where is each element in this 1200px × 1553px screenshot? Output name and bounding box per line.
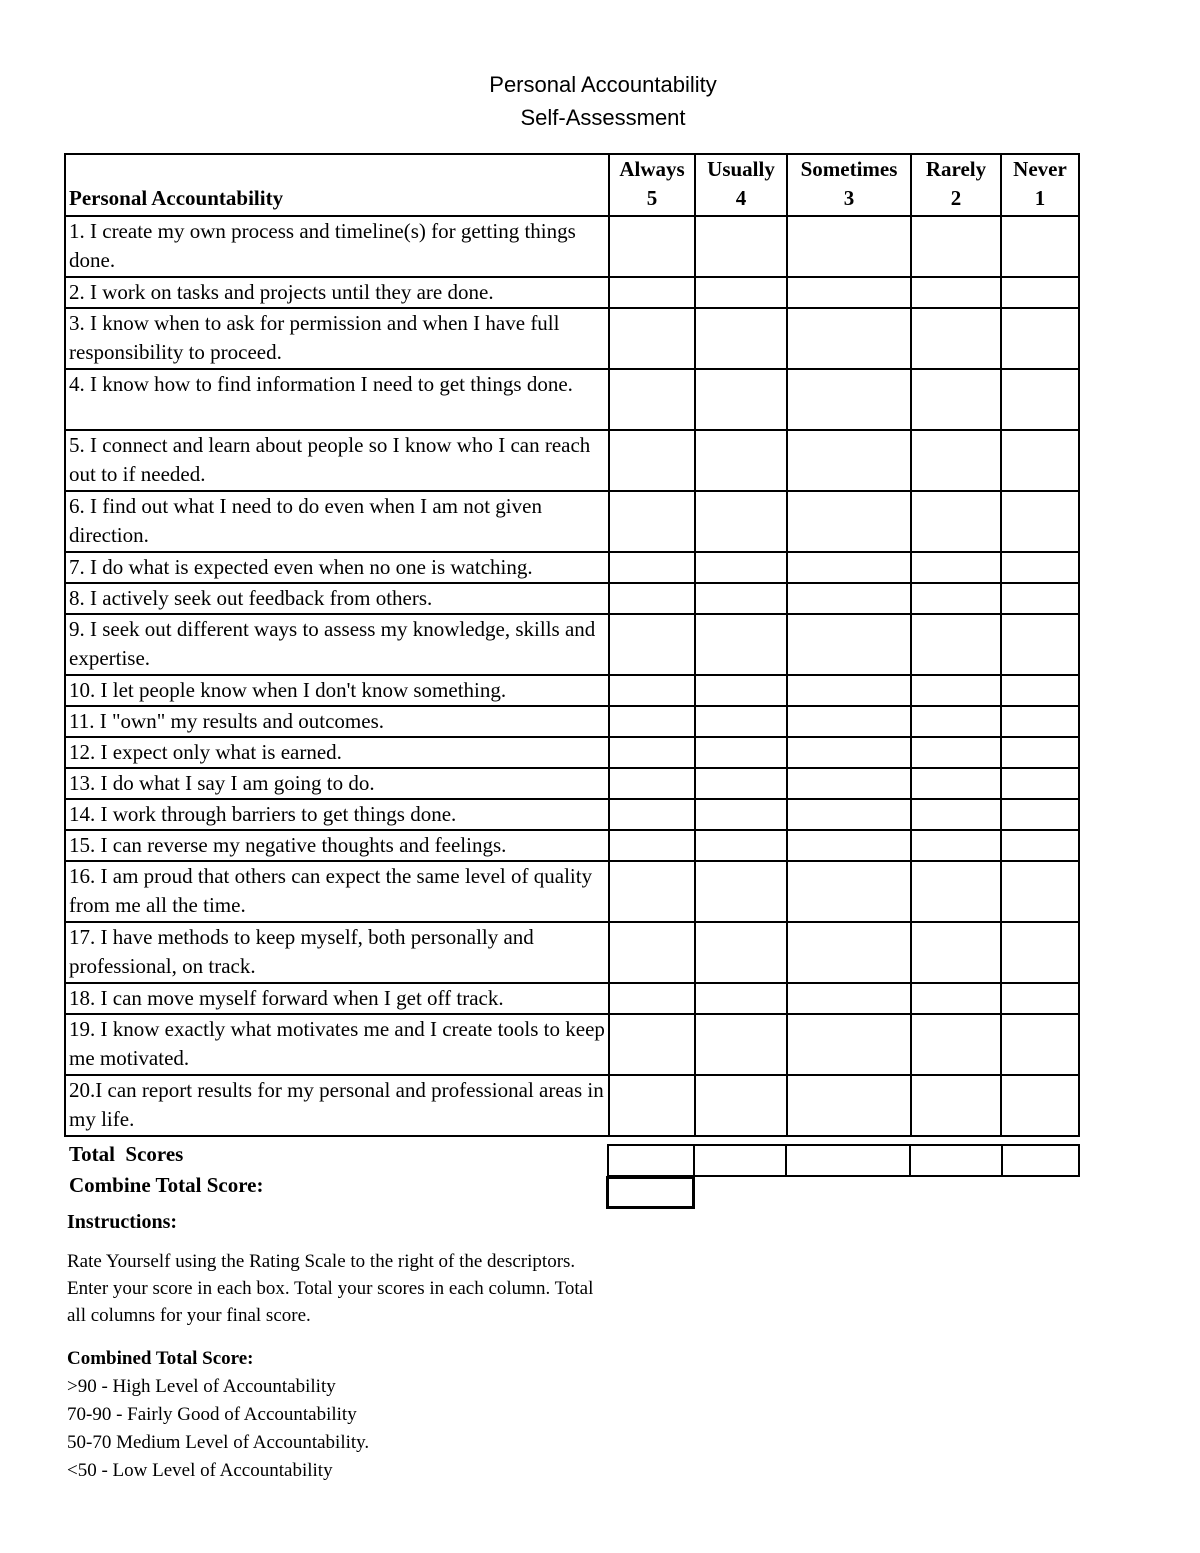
rating-cell-rarely[interactable]	[911, 737, 1001, 768]
table-row	[65, 491, 1079, 552]
rating-cell-always[interactable]	[609, 491, 695, 552]
rating-cell-never[interactable]	[1001, 1014, 1079, 1075]
rating-cell-usually[interactable]	[695, 1014, 787, 1075]
statement-cell: 10. I let people know when I don't know something.	[65, 675, 609, 706]
rating-cell-always[interactable]	[609, 768, 695, 799]
rating-cell-never[interactable]	[1001, 799, 1079, 830]
rating-cell-always[interactable]	[609, 614, 695, 675]
statement-cell: 14. I work through barriers to get things done.	[65, 799, 609, 830]
rating-cell-never[interactable]	[1001, 861, 1079, 922]
table-row	[65, 861, 1079, 922]
total-always-cell[interactable]	[607, 1144, 695, 1177]
rating-cell-rarely[interactable]	[911, 552, 1001, 583]
rating-cell-usually[interactable]	[695, 737, 787, 768]
rating-cell-rarely[interactable]	[911, 1014, 1001, 1075]
table-row	[65, 430, 1079, 491]
rating-cell-rarely[interactable]	[911, 491, 1001, 552]
rating-cell-always[interactable]	[609, 216, 695, 277]
score-scale-item: >90 - High Level of Accountability	[67, 1376, 336, 1397]
score-scale-item: <50 - Low Level of Accountability	[67, 1460, 333, 1481]
rating-cell-usually[interactable]	[695, 706, 787, 737]
rating-cell-sometimes[interactable]	[787, 799, 911, 830]
rating-cell-always[interactable]	[609, 552, 695, 583]
rating-cell-always[interactable]	[609, 983, 695, 1014]
statement-cell: 7. I do what is expected even when no one is watching.	[65, 552, 609, 583]
table-row	[65, 983, 1079, 1014]
rating-cell-rarely[interactable]	[911, 583, 1001, 614]
rating-cell-rarely[interactable]	[911, 1075, 1001, 1136]
total-never-cell[interactable]	[1001, 1144, 1080, 1177]
rating-cell-never[interactable]	[1001, 491, 1079, 552]
statement-cell: 19. I know exactly what motivates me and I create tools to keep me motivated.	[65, 1014, 609, 1075]
rating-cell-usually[interactable]	[695, 583, 787, 614]
table-row	[65, 706, 1079, 737]
table-row	[65, 1075, 1079, 1136]
score-scale-item: 70-90 - Fairly Good of Accountability	[67, 1404, 357, 1425]
rating-cell-always[interactable]	[609, 1075, 695, 1136]
rating-cell-rarely[interactable]	[911, 922, 1001, 983]
table-row	[65, 799, 1079, 830]
statement-cell: 2. I work on tasks and projects until they are done.	[65, 277, 609, 308]
total-scores-label: Total Scores	[69, 1142, 184, 1166]
rating-cell-usually[interactable]	[695, 922, 787, 983]
table-row	[65, 216, 1079, 277]
instructions-text: Rate Yourself using the Rating Scale to the right of the descriptors. Enter your score in each box. Total your scores in each column. Total all columns for your final score.	[67, 1251, 594, 1326]
statement-cell: 3. I know when to ask for permission and when I have full responsibility to proceed.	[65, 308, 609, 369]
total-scores-row	[607, 1144, 1080, 1175]
rating-cell-always[interactable]	[609, 799, 695, 830]
rating-cell-sometimes[interactable]	[787, 830, 911, 861]
rating-cell-sometimes[interactable]	[787, 737, 911, 768]
rating-cell-usually[interactable]	[695, 369, 787, 430]
rating-cell-rarely[interactable]	[911, 983, 1001, 1014]
rating-cell-never[interactable]	[1001, 369, 1079, 430]
header-statement: Personal Accountability	[65, 154, 609, 216]
table-row	[65, 830, 1079, 861]
rating-cell-sometimes[interactable]	[787, 1014, 911, 1075]
table-row	[65, 737, 1079, 768]
rating-cell-never[interactable]	[1001, 552, 1079, 583]
combine-total-box[interactable]	[606, 1176, 695, 1209]
rating-cell-never[interactable]	[1001, 583, 1079, 614]
rating-cell-rarely[interactable]	[911, 799, 1001, 830]
rating-cell-sometimes[interactable]	[787, 983, 911, 1014]
instructions-section	[67, 1208, 177, 1236]
rating-cell-never[interactable]	[1001, 983, 1079, 1014]
rating-cell-rarely[interactable]	[911, 216, 1001, 277]
rating-cell-rarely[interactable]	[911, 308, 1001, 369]
rating-cell-rarely[interactable]	[911, 369, 1001, 430]
rating-cell-usually[interactable]	[695, 308, 787, 369]
rating-cell-never[interactable]	[1001, 614, 1079, 675]
rating-cell-always[interactable]	[609, 830, 695, 861]
score-scale	[67, 1345, 369, 1485]
rating-cell-sometimes[interactable]	[787, 675, 911, 706]
table-row	[65, 583, 1079, 614]
rating-cell-never[interactable]	[1001, 277, 1079, 308]
statement-cell: 12. I expect only what is earned.	[65, 737, 609, 768]
rating-cell-usually[interactable]	[695, 277, 787, 308]
total-sometimes-cell[interactable]	[785, 1144, 911, 1177]
rating-cell-usually[interactable]	[695, 614, 787, 675]
rating-cell-always[interactable]	[609, 737, 695, 768]
statement-cell: 16. I am proud that others can expect the same level of quality from me all the time.	[65, 861, 609, 922]
rating-cell-sometimes[interactable]	[787, 308, 911, 369]
rating-cell-never[interactable]	[1001, 216, 1079, 277]
rating-cell-usually[interactable]	[695, 830, 787, 861]
rating-cell-always[interactable]	[609, 922, 695, 983]
table-row	[65, 552, 1079, 583]
table-row	[65, 768, 1079, 799]
header-row	[65, 154, 1079, 216]
statement-cell: 4. I know how to find information I need to get things done.	[65, 369, 609, 430]
rating-cell-always[interactable]	[609, 675, 695, 706]
rating-cell-always[interactable]	[609, 861, 695, 922]
assessment-table	[64, 153, 1080, 1137]
table-row	[65, 1014, 1079, 1075]
rating-cell-sometimes[interactable]	[787, 583, 911, 614]
rating-cell-rarely[interactable]	[911, 277, 1001, 308]
table-row	[65, 675, 1079, 706]
header-rarely: Rarely 2	[911, 154, 1001, 216]
total-usually-cell[interactable]	[693, 1144, 787, 1177]
rating-cell-never[interactable]	[1001, 922, 1079, 983]
rating-cell-rarely[interactable]	[911, 706, 1001, 737]
total-rarely-cell[interactable]	[909, 1144, 1003, 1177]
score-scale-heading: Combined Total Score:	[67, 1348, 254, 1369]
rating-cell-never[interactable]	[1001, 706, 1079, 737]
rating-cell-sometimes[interactable]	[787, 614, 911, 675]
score-scale-item: 50-70 Medium Level of Accountability.	[67, 1432, 370, 1453]
rating-cell-never[interactable]	[1001, 675, 1079, 706]
document-title	[0, 68, 1200, 134]
rating-cell-usually[interactable]	[695, 675, 787, 706]
statement-cell: 11. I "own" my results and outcomes.	[65, 706, 609, 737]
rating-cell-never[interactable]	[1001, 830, 1079, 861]
rating-cell-always[interactable]	[609, 277, 695, 308]
statement-cell: 9. I seek out different ways to assess my knowledge, skills and expertise.	[65, 614, 609, 675]
rating-cell-rarely[interactable]	[911, 430, 1001, 491]
rating-cell-sometimes[interactable]	[787, 768, 911, 799]
header-never: Never 1	[1001, 154, 1079, 216]
rating-cell-usually[interactable]	[695, 216, 787, 277]
instructions-heading: Instructions:	[67, 1211, 178, 1233]
rating-cell-always[interactable]	[609, 583, 695, 614]
header-always: Always 5	[609, 154, 695, 216]
rating-cell-sometimes[interactable]	[787, 922, 911, 983]
rating-cell-sometimes[interactable]	[787, 706, 911, 737]
statement-cell: 20.I can report results for my personal and professional areas in my life.	[65, 1075, 609, 1136]
table-row	[65, 614, 1079, 675]
rating-cell-usually[interactable]	[695, 768, 787, 799]
rating-cell-always[interactable]	[609, 369, 695, 430]
header-sometimes: Sometimes 3	[787, 154, 911, 216]
rating-cell-always[interactable]	[609, 308, 695, 369]
rating-cell-rarely[interactable]	[911, 675, 1001, 706]
rating-cell-sometimes[interactable]	[787, 369, 911, 430]
rating-cell-rarely[interactable]	[911, 768, 1001, 799]
rating-cell-usually[interactable]	[695, 491, 787, 552]
title-line-1: Personal Accountability	[489, 72, 717, 97]
rating-cell-sometimes[interactable]	[787, 277, 911, 308]
statement-cell: 18. I can move myself forward when I get off track.	[65, 983, 609, 1014]
rating-cell-never[interactable]	[1001, 1075, 1079, 1136]
rating-cell-always[interactable]	[609, 1014, 695, 1075]
rating-cell-sometimes[interactable]	[787, 861, 911, 922]
rating-cell-usually[interactable]	[695, 430, 787, 491]
rating-cell-sometimes[interactable]	[787, 430, 911, 491]
table-row	[65, 277, 1079, 308]
table-row	[65, 922, 1079, 983]
table-row	[65, 369, 1079, 430]
title-line-2: Self-Assessment	[520, 105, 686, 130]
combine-total-label: Combine Total Score:	[69, 1173, 264, 1197]
statement-cell: 15. I can reverse my negative thoughts and feelings.	[65, 830, 609, 861]
rating-cell-never[interactable]	[1001, 768, 1079, 799]
rating-cell-never[interactable]	[1001, 308, 1079, 369]
rating-cell-always[interactable]	[609, 430, 695, 491]
rating-cell-rarely[interactable]	[911, 830, 1001, 861]
rating-cell-never[interactable]	[1001, 737, 1079, 768]
rating-cell-usually[interactable]	[695, 983, 787, 1014]
rating-cell-usually[interactable]	[695, 1075, 787, 1136]
rating-cell-sometimes[interactable]	[787, 216, 911, 277]
table-row	[65, 308, 1079, 369]
statement-cell: 1. I create my own process and timeline(s) for getting things done.	[65, 216, 609, 277]
rating-cell-sometimes[interactable]	[787, 491, 911, 552]
statement-cell: 6. I find out what I need to do even when I am not given direction.	[65, 491, 609, 552]
statement-cell: 17. I have methods to keep myself, both personally and professional, on track.	[65, 922, 609, 983]
rating-cell-never[interactable]	[1001, 430, 1079, 491]
rating-cell-usually[interactable]	[695, 861, 787, 922]
rating-cell-rarely[interactable]	[911, 861, 1001, 922]
rating-cell-usually[interactable]	[695, 799, 787, 830]
statement-cell: 5. I connect and learn about people so I know who I can reach out to if needed.	[65, 430, 609, 491]
rating-cell-sometimes[interactable]	[787, 552, 911, 583]
rating-cell-always[interactable]	[609, 706, 695, 737]
rating-cell-rarely[interactable]	[911, 614, 1001, 675]
header-usually: Usually 4	[695, 154, 787, 216]
statement-cell: 13. I do what I say I am going to do.	[65, 768, 609, 799]
rating-cell-sometimes[interactable]	[787, 1075, 911, 1136]
rating-cell-usually[interactable]	[695, 552, 787, 583]
statement-cell: 8. I actively seek out feedback from others.	[65, 583, 609, 614]
